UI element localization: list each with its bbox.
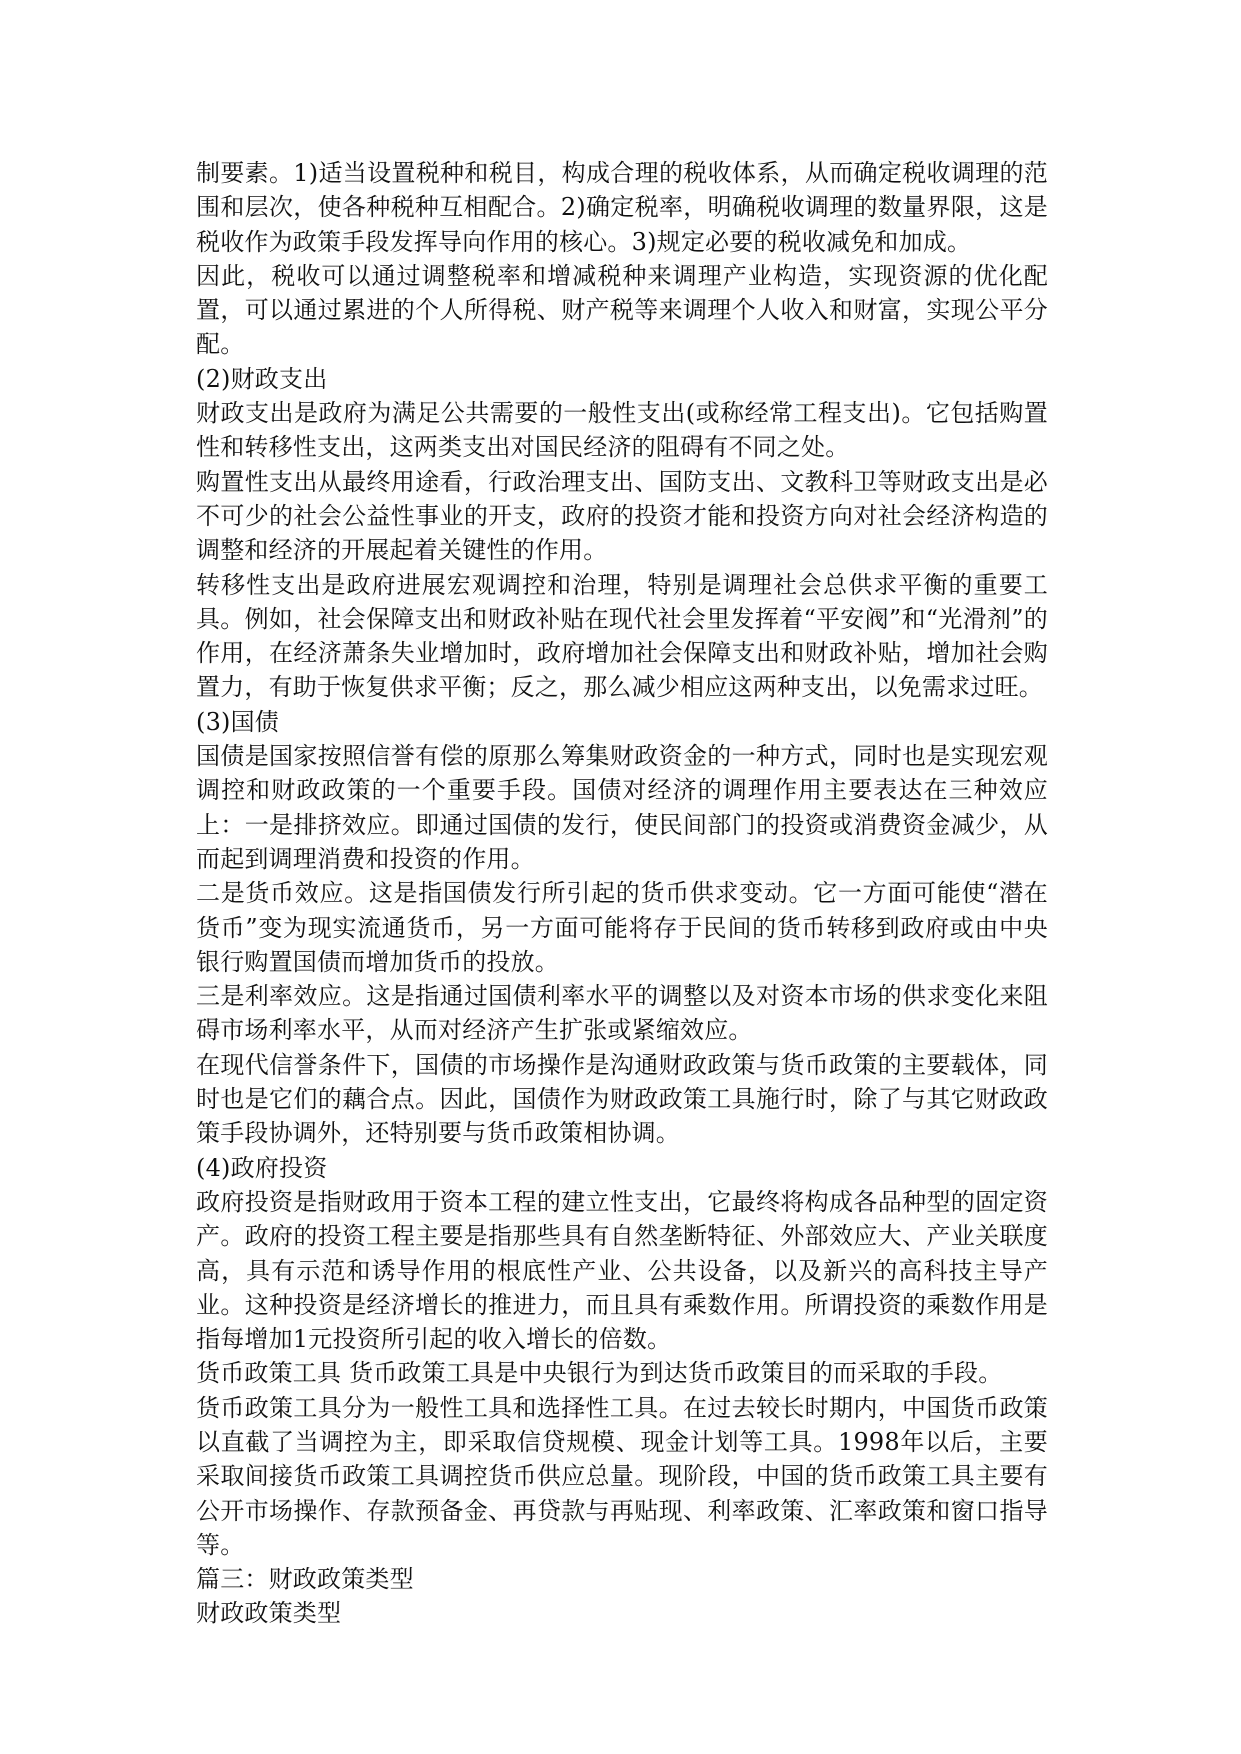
heading-national-debt: (3)国债: [196, 707, 279, 736]
paragraph-tax-effects: 因此，税收可以通过调整税率和增减税种来调理产业构造，实现资源的优化配置，可以通过累进的个人所得税、财产税等来调理个人收入和财富，实现公平分配。: [196, 261, 1048, 359]
paragraph-transfer-expenditure: 转移性支出是政府进展宏观调控和治理，特别是调理社会总供求平衡的重要工具。例如，社会保障支出和财政补贴在现代社会里发挥着“平安阀”和“光滑剂”的作用，在经济萧条失业增加时，政府增加社会保障支出和财政补贴，增加社会购置力，有助于恢复供求平衡；反之，那么减少相应这两种支出，以免需求过旺。: [196, 570, 1048, 702]
heading-fiscal-policy-types: 财政政策类型: [196, 1599, 342, 1628]
paragraph-purchase-expenditure: 购置性支出从最终用途看，行政治理支出、国防支出、文教科卫等财政支出是必不可少的社会公益性事业的开支，政府的投资才能和投资方向对社会经济构造的调整和经济的开展起着关键性的作用。: [196, 467, 1048, 565]
paragraph-national-debt: 国债是国家按照信誉有偿的原那么筹集财政资金的一种方式，同时也是实现宏观调控和财政政策的一个重要手段。国债对经济的调理作用主要表达在三种效应上：一是排挤效应。即通过国债的发行，使民间部门的投资或消费资金减少，从而起到调理消费和投资的作用。: [196, 742, 1048, 873]
heading-fiscal-expenditure: (2)财政支出: [196, 364, 328, 393]
document-body: [196, 156, 1048, 1631]
paragraph-credit-conditions: 在现代信誉条件下，国债的市场操作是沟通财政政策与货币政策的主要载体，同时也是它们的藕合点。因此，国债作为财政政策工具施行时，除了与其它财政政策手段协调外，还特别要与货币政策相协调。: [196, 1050, 1048, 1148]
paragraph-monetary-tools-intro: 货币政策工具 货币政策工具是中央银行为到达货币政策目的而采取的手段。: [196, 1359, 1003, 1388]
paragraph-government-investment: 政府投资是指财政用于资本工程的建立性支出，它最终将构成各品种型的固定资产。政府的投资工程主要是指那些具有自然垄断特征、外部效应大、产业关联度高，具有示范和诱导作用的根底性产业、公共设备，以及新兴的高科技主导产业。这种投资是经济增长的推进力，而且具有乘数作用。所谓投资的乘数作用是指每增加1元投资所引起的收入增长的倍数。: [196, 1187, 1048, 1354]
heading-chapter-three: 篇三：财政政策类型: [196, 1565, 414, 1594]
paragraph-currency-effect: 二是货币效应。这是指国债发行所引起的货币供求变动。它一方面可能使“潜在货币”变为现实流通货币，另一方面可能将存于民间的货币转移到政府或由中央银行购置国债而增加货币的投放。: [196, 879, 1048, 976]
paragraph-interest-effect: 三是利率效应。这是指通过国债利率水平的调整以及对资本市场的供求变化来阻碍市场利率水平，从而对经济产生扩张或紧缩效应。: [196, 982, 1048, 1045]
paragraph-tax-elements: 制要素。1)适当设置税种和税目，构成合理的税收体系，从而确定税收调理的范围和层次，使各种税种互相配合。2)确定税率，明确税收调理的数量界限，这是税收作为政策手段发挥导向作用的核心。3)规定必要的税收减免和加成。: [196, 159, 1048, 256]
paragraph-monetary-tools: 货币政策工具分为一般性工具和选择性工具。在过去较长时期内，中国货币政策以直截了当调控为主，即采取信贷规模、现金计划等工具。1998年以后，主要采取间接货币政策工具调控货币供应总量。现阶段，中国的货币政策工具主要有公开市场操作、存款预备金、再贷款与再贴现、利率政策、汇率政策和窗口指导等。: [196, 1393, 1048, 1559]
paragraph-fiscal-expenditure: 财政支出是政府为满足公共需要的一般性支出(或称经常工程支出)。它包括购置性和转移性支出，这两类支出对国民经济的阻碍有不同之处。: [196, 399, 1048, 462]
heading-government-investment: (4)政府投资: [196, 1153, 328, 1182]
